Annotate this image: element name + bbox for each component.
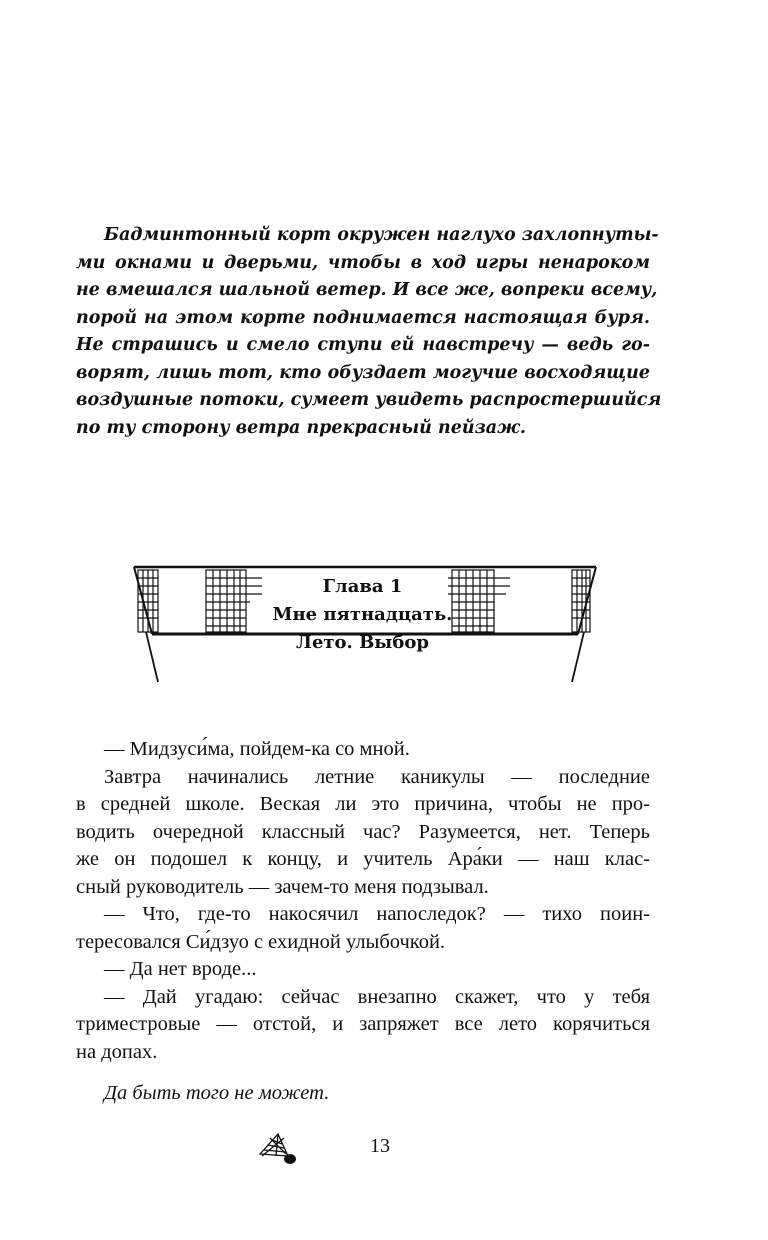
epigraph-line: не вмешался шальной ветер. И все же, вопреки всему, (76, 280, 658, 300)
body-line: же он подошел к концу, и учитель Ара́ки — наш клас- (76, 848, 650, 870)
epigraph-line: Не страшись и смело ступи ей навстречу — ведь го- (76, 335, 650, 355)
epigraph (76, 222, 662, 442)
body-line-italic: Да быть того не может. (104, 1082, 330, 1104)
body-line: в средней школе. Веская ли это причина, чтобы не про- (76, 793, 650, 815)
body-line: — Мидзуси́ма, пойдем-ка со мной. (104, 738, 410, 760)
body-line: — Что, где-то накосячил напоследок? — тихо поин- (104, 903, 650, 925)
body-line: — Дай угадаю: сейчас внезапно скажет, что у тебя (104, 985, 650, 1008)
body-line: Завтра начинались летние каникулы — последние (104, 765, 650, 788)
epigraph-line: воздушные потоки, сумеет увидеть распростершийся (76, 390, 662, 410)
epigraph-line: по ту сторону ветра прекрасный пейзаж. (76, 417, 527, 438)
body-line: триместровые — отстой, и запряжет все лето корячиться (76, 1013, 650, 1035)
epigraph-line: Бадминтонный корт окружен наглухо захлопнуты- (104, 225, 659, 245)
shuttlecock-icon (258, 1130, 298, 1166)
body-line: — Да нет вроде... (104, 958, 257, 980)
body-line: водить очередной классный час? Разумеется, нет. Теперь (76, 820, 650, 843)
body-line: на допах. (76, 1040, 158, 1063)
chapter-heading (260, 573, 465, 657)
page-number: 13 (370, 1135, 390, 1157)
chapter-number: Глава 1 (322, 576, 403, 597)
chapter-title-line1: Мне пятнадцать. (272, 604, 453, 625)
body-line: тересовался Си́дзуо с ехидной улыбочкой. (76, 930, 446, 953)
epigraph-line: порой на этом корте поднимается настоящая буря. (76, 307, 650, 328)
body-text (76, 736, 650, 1108)
epigraph-line: ворят, лишь тот, кто обуздает могучие восходящие (76, 362, 650, 383)
body-line: сный руководитель — зачем-то меня подзывал. (76, 875, 489, 898)
chapter-title-line2: Лето. Выбор (296, 632, 429, 653)
epigraph-line: ми окнами и дверьми, чтобы в ход игры ненароком (76, 252, 650, 273)
